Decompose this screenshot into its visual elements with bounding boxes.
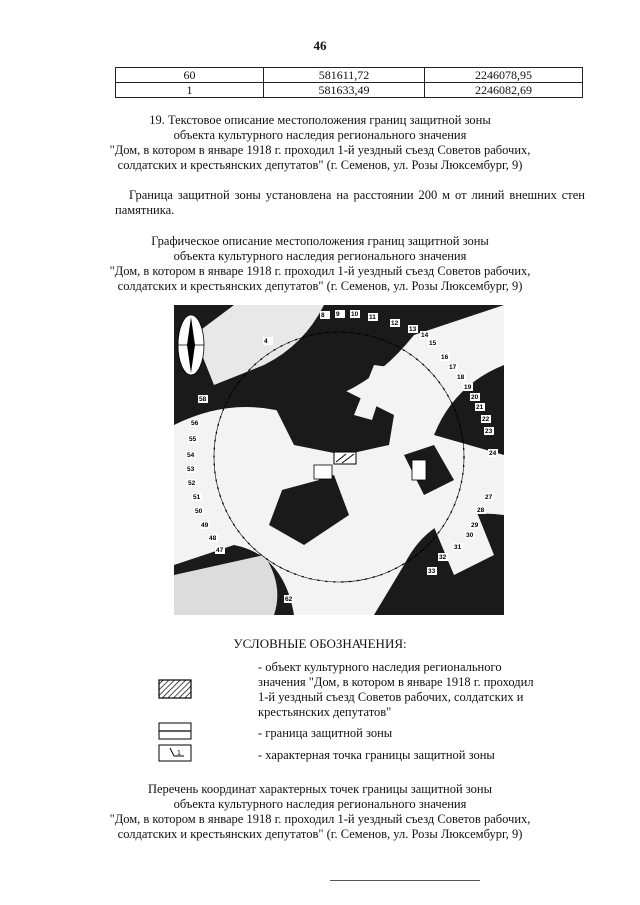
protection-zone-map bbox=[174, 305, 504, 615]
map-point-label: 18 bbox=[457, 374, 465, 381]
monument-symbol-icon bbox=[158, 679, 192, 699]
map-point-label: 27 bbox=[485, 494, 493, 501]
map-point-label: 24 bbox=[489, 450, 497, 457]
legend-text: 1-й уездный съезд Советов рабочих, солдатских и bbox=[258, 690, 524, 704]
table-cell: 1 bbox=[116, 83, 264, 98]
map-point-label: 22 bbox=[482, 416, 490, 423]
boundary-paragraph bbox=[115, 188, 585, 218]
map-point-label: 10 bbox=[351, 311, 359, 318]
characteristic-point-symbol-icon bbox=[158, 744, 192, 762]
legend-item-boundary: - граница защитной зоны bbox=[258, 726, 393, 740]
heading-line: "Дом, в котором в январе 1918 г. проходил 1-й уездный съезд Советов рабочих, bbox=[109, 264, 531, 278]
heading-line: солдатских и крестьянских депутатов" (г. Семенов, ул. Розы Люксембург, 9) bbox=[117, 827, 523, 841]
map-point-label: 15 bbox=[429, 340, 437, 347]
heading-line: солдатских и крестьянских депутатов" (г. Семенов, ул. Розы Люксембург, 9) bbox=[117, 279, 523, 293]
map-point-label: 51 bbox=[193, 494, 201, 501]
table-cell: 2246082,69 bbox=[425, 83, 583, 98]
heading-line: объекта культурного наследия регионального значения bbox=[173, 797, 467, 811]
map-point-label: 47 bbox=[216, 547, 224, 554]
table-cell: 581611,72 bbox=[264, 68, 425, 83]
map-point-label: 14 bbox=[421, 332, 429, 339]
map-point-label: 32 bbox=[439, 554, 447, 561]
coordinates-table bbox=[115, 67, 583, 98]
map-point-label: 55 bbox=[189, 436, 197, 443]
map-point-label: 13 bbox=[409, 326, 417, 333]
table-cell: 581633,49 bbox=[264, 83, 425, 98]
legend-item-monument bbox=[258, 660, 588, 720]
north-arrow-icon bbox=[178, 315, 204, 375]
paragraph-text: Граница защитной зоны установлена на расстоянии 200 м от линий внешних стен памятника. bbox=[115, 188, 585, 217]
heading-line: Графическое описание местоположения границ защитной зоны bbox=[151, 234, 489, 248]
map-point-label: 9 bbox=[336, 311, 340, 318]
map-point-label: 49 bbox=[201, 522, 209, 529]
map-point-label: 16 bbox=[441, 354, 449, 361]
map-point-label: 56 bbox=[191, 420, 199, 427]
legend-text: - объект культурного наследия регионального bbox=[258, 660, 502, 674]
map-point-label: 23 bbox=[485, 428, 493, 435]
map-point-label: 33 bbox=[428, 568, 436, 575]
map-point-label: 20 bbox=[471, 394, 479, 401]
heading-line: 19. Текстовое описание местоположения границ защитной зоны bbox=[149, 113, 491, 127]
map-point-label: 4 bbox=[264, 338, 268, 345]
legend-title: УСЛОВНЫЕ ОБОЗНАЧЕНИЯ: bbox=[233, 636, 407, 651]
table-row bbox=[116, 83, 583, 98]
table-cell: 2246078,95 bbox=[425, 68, 583, 83]
map-point-label: 52 bbox=[188, 480, 196, 487]
map-point-label: 21 bbox=[476, 404, 484, 411]
heading-line: "Дом, в котором в январе 1918 г. проходил 1-й уездный съезд Советов рабочих, bbox=[109, 812, 531, 826]
heading-line: объекта культурного наследия регионального значения bbox=[173, 249, 467, 263]
coordinates-list-heading bbox=[0, 782, 640, 842]
map-point-label: 11 bbox=[369, 314, 376, 321]
map-point-label: 8 bbox=[321, 312, 325, 319]
map-point-label: 50 bbox=[195, 508, 203, 515]
map-point-label: 62 bbox=[285, 596, 293, 603]
map-point-label: 28 bbox=[477, 507, 485, 514]
graphic-description-heading bbox=[0, 234, 640, 294]
map-point-label: 48 bbox=[209, 535, 217, 542]
heading-line: солдатских и крестьянских депутатов" (г. Семенов, ул. Розы Люксембург, 9) bbox=[117, 158, 523, 172]
section-19-heading bbox=[0, 113, 640, 173]
heading-line: объекта культурного наследия регионального значения bbox=[173, 128, 467, 142]
map-point-label: 19 bbox=[464, 384, 472, 391]
page-number: 46 bbox=[313, 38, 327, 53]
legend-item-point: - характерная точка границы защитной зоны bbox=[258, 748, 495, 762]
map-point-label: 30 bbox=[466, 532, 474, 539]
map-point-label: 53 bbox=[187, 466, 195, 473]
legend-text: значения "Дом, в котором в январе 1918 г. проходил bbox=[258, 675, 534, 689]
map-point-label: 17 bbox=[449, 364, 457, 371]
map-point-label: 31 bbox=[454, 544, 462, 551]
footer-rule bbox=[330, 880, 480, 881]
map-point-label: 29 bbox=[471, 522, 479, 529]
heading-line: Перечень координат характерных точек границы защитной зоны bbox=[147, 782, 493, 796]
table-cell: 60 bbox=[116, 68, 264, 83]
legend-text: крестьянских депутатов" bbox=[258, 705, 392, 719]
map-point-label: 12 bbox=[391, 320, 399, 327]
map-point-label: 58 bbox=[199, 396, 207, 403]
map-point-label: 54 bbox=[187, 452, 195, 459]
zone-boundary-symbol-icon bbox=[158, 722, 192, 740]
table-row bbox=[116, 68, 583, 83]
heading-line: "Дом, в котором в январе 1918 г. проходил 1-й уездный съезд Советов рабочих, bbox=[109, 143, 531, 157]
point-symbol-label: 1 bbox=[177, 750, 181, 757]
